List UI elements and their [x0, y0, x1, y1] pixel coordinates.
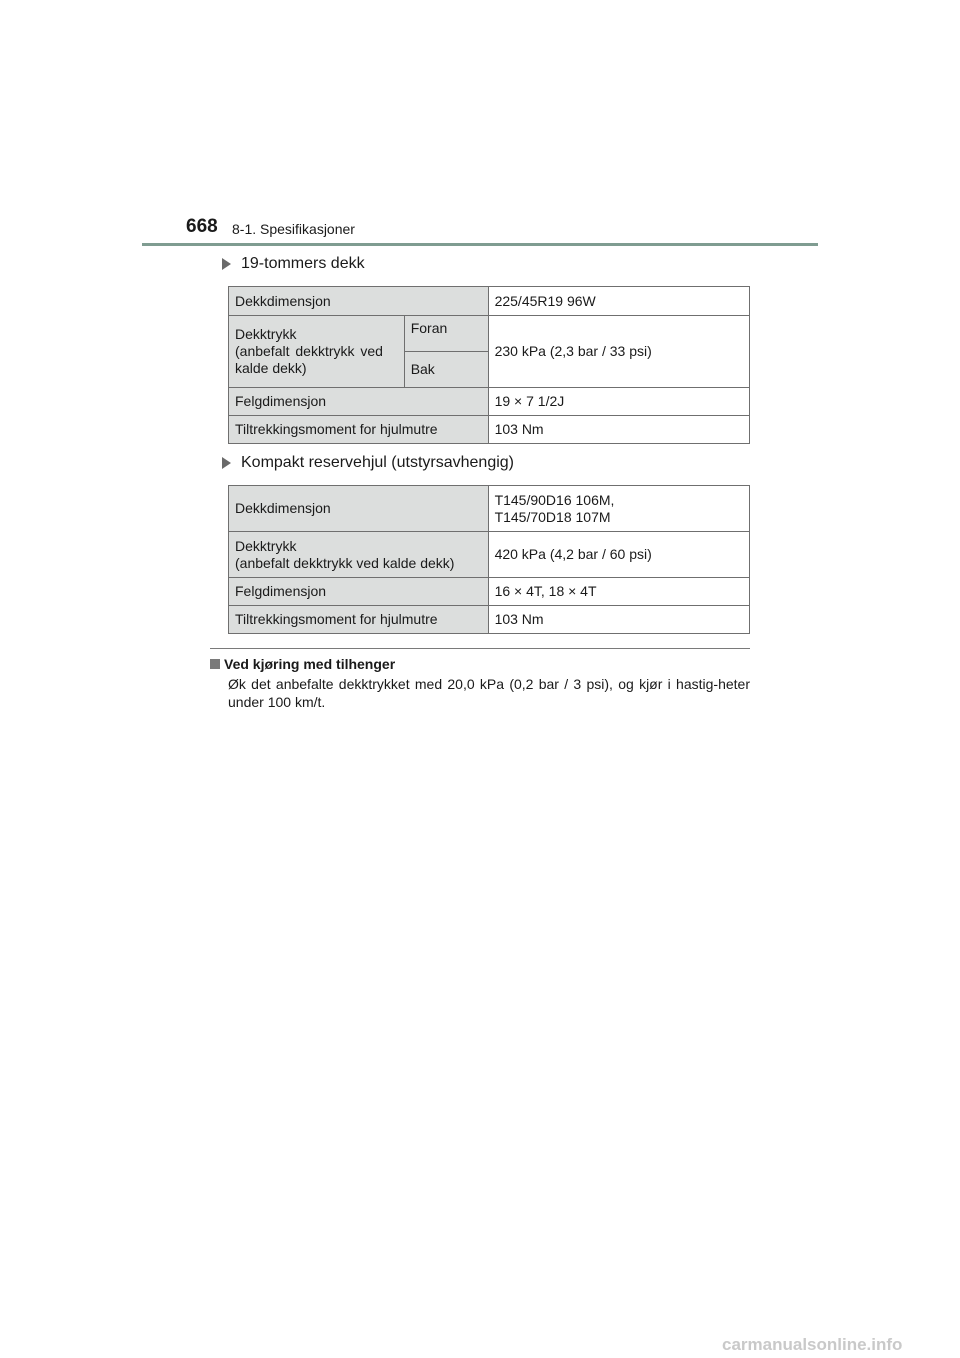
- spare-heading-text: Kompakt reservehjul (utstyrsavhengig): [241, 454, 515, 471]
- triangle-bullet-icon: [222, 258, 231, 270]
- rear-label-cell: Bak: [404, 352, 488, 388]
- value-cell: 103 Nm: [488, 606, 749, 634]
- table-row: [229, 578, 750, 606]
- note-body: Øk det anbefalte dekktrykket med 20,0 kPa (0,2 bar / 3 psi), og kjør i hastig-heter under 100 km/t.: [228, 676, 750, 710]
- table-row: [229, 606, 750, 634]
- section-title: 8-1. Spesifikasjoner: [232, 221, 355, 237]
- label-cell: Dekkdimensjon: [229, 287, 489, 316]
- value-line: T145/90D16 106M,: [494, 491, 615, 508]
- table-row: [229, 287, 750, 316]
- label-line: Dekktrykk: [235, 537, 297, 554]
- note-heading-text: Ved kjøring med tilhenger: [224, 656, 396, 672]
- spare-heading: [222, 454, 514, 472]
- table-row: [229, 316, 750, 352]
- triangle-bullet-icon: [222, 457, 231, 469]
- table-row: [229, 532, 750, 578]
- label-line: (anbefalt dekktrykk ved kalde dekk): [235, 554, 455, 571]
- label-cell: Felgdimensjon: [229, 578, 489, 606]
- table-row: [229, 486, 750, 532]
- label-cell: Tiltrekkingsmoment for hjulmutre: [229, 416, 489, 444]
- label-cell: [229, 316, 405, 388]
- value-cell: 230 kPa (2,3 bar / 33 psi): [488, 316, 749, 388]
- value-cell: 225/45R19 96W: [488, 287, 749, 316]
- note-heading: [210, 656, 395, 672]
- value-cell: 103 Nm: [488, 416, 749, 444]
- square-bullet-icon: [210, 659, 220, 669]
- value-cell: [488, 486, 749, 532]
- label-line: Dekktrykk: [235, 326, 297, 342]
- label-cell: Tiltrekkingsmoment for hjulmutre: [229, 606, 489, 634]
- value-cell: 19 × 7 1/2J: [488, 388, 749, 416]
- page-number: 668: [186, 216, 218, 237]
- tire19-heading-text: 19-tommers dekk: [241, 255, 365, 272]
- label-cell: Felgdimensjon: [229, 388, 489, 416]
- front-label-cell: Foran: [404, 316, 488, 352]
- tire19-heading: [222, 255, 365, 273]
- label-line: (anbefalt dekktrykk ved: [235, 343, 383, 359]
- table-row: [229, 416, 750, 444]
- tire19-spec-table: [228, 286, 750, 444]
- value-cell: 16 × 4T, 18 × 4T: [488, 578, 749, 606]
- value-cell: 420 kPa (4,2 bar / 60 psi): [488, 532, 749, 578]
- label-cell: [229, 532, 489, 578]
- value-line: T145/70D18 107M: [494, 508, 611, 525]
- spare-spec-table: [228, 485, 750, 634]
- note-rule: [210, 648, 750, 649]
- watermark: carmanualsonline.info: [722, 1335, 903, 1354]
- header-rule: [142, 243, 818, 246]
- label-cell: Dekkdimensjon: [229, 486, 489, 532]
- table-row: [229, 388, 750, 416]
- label-line: kalde dekk): [235, 360, 307, 376]
